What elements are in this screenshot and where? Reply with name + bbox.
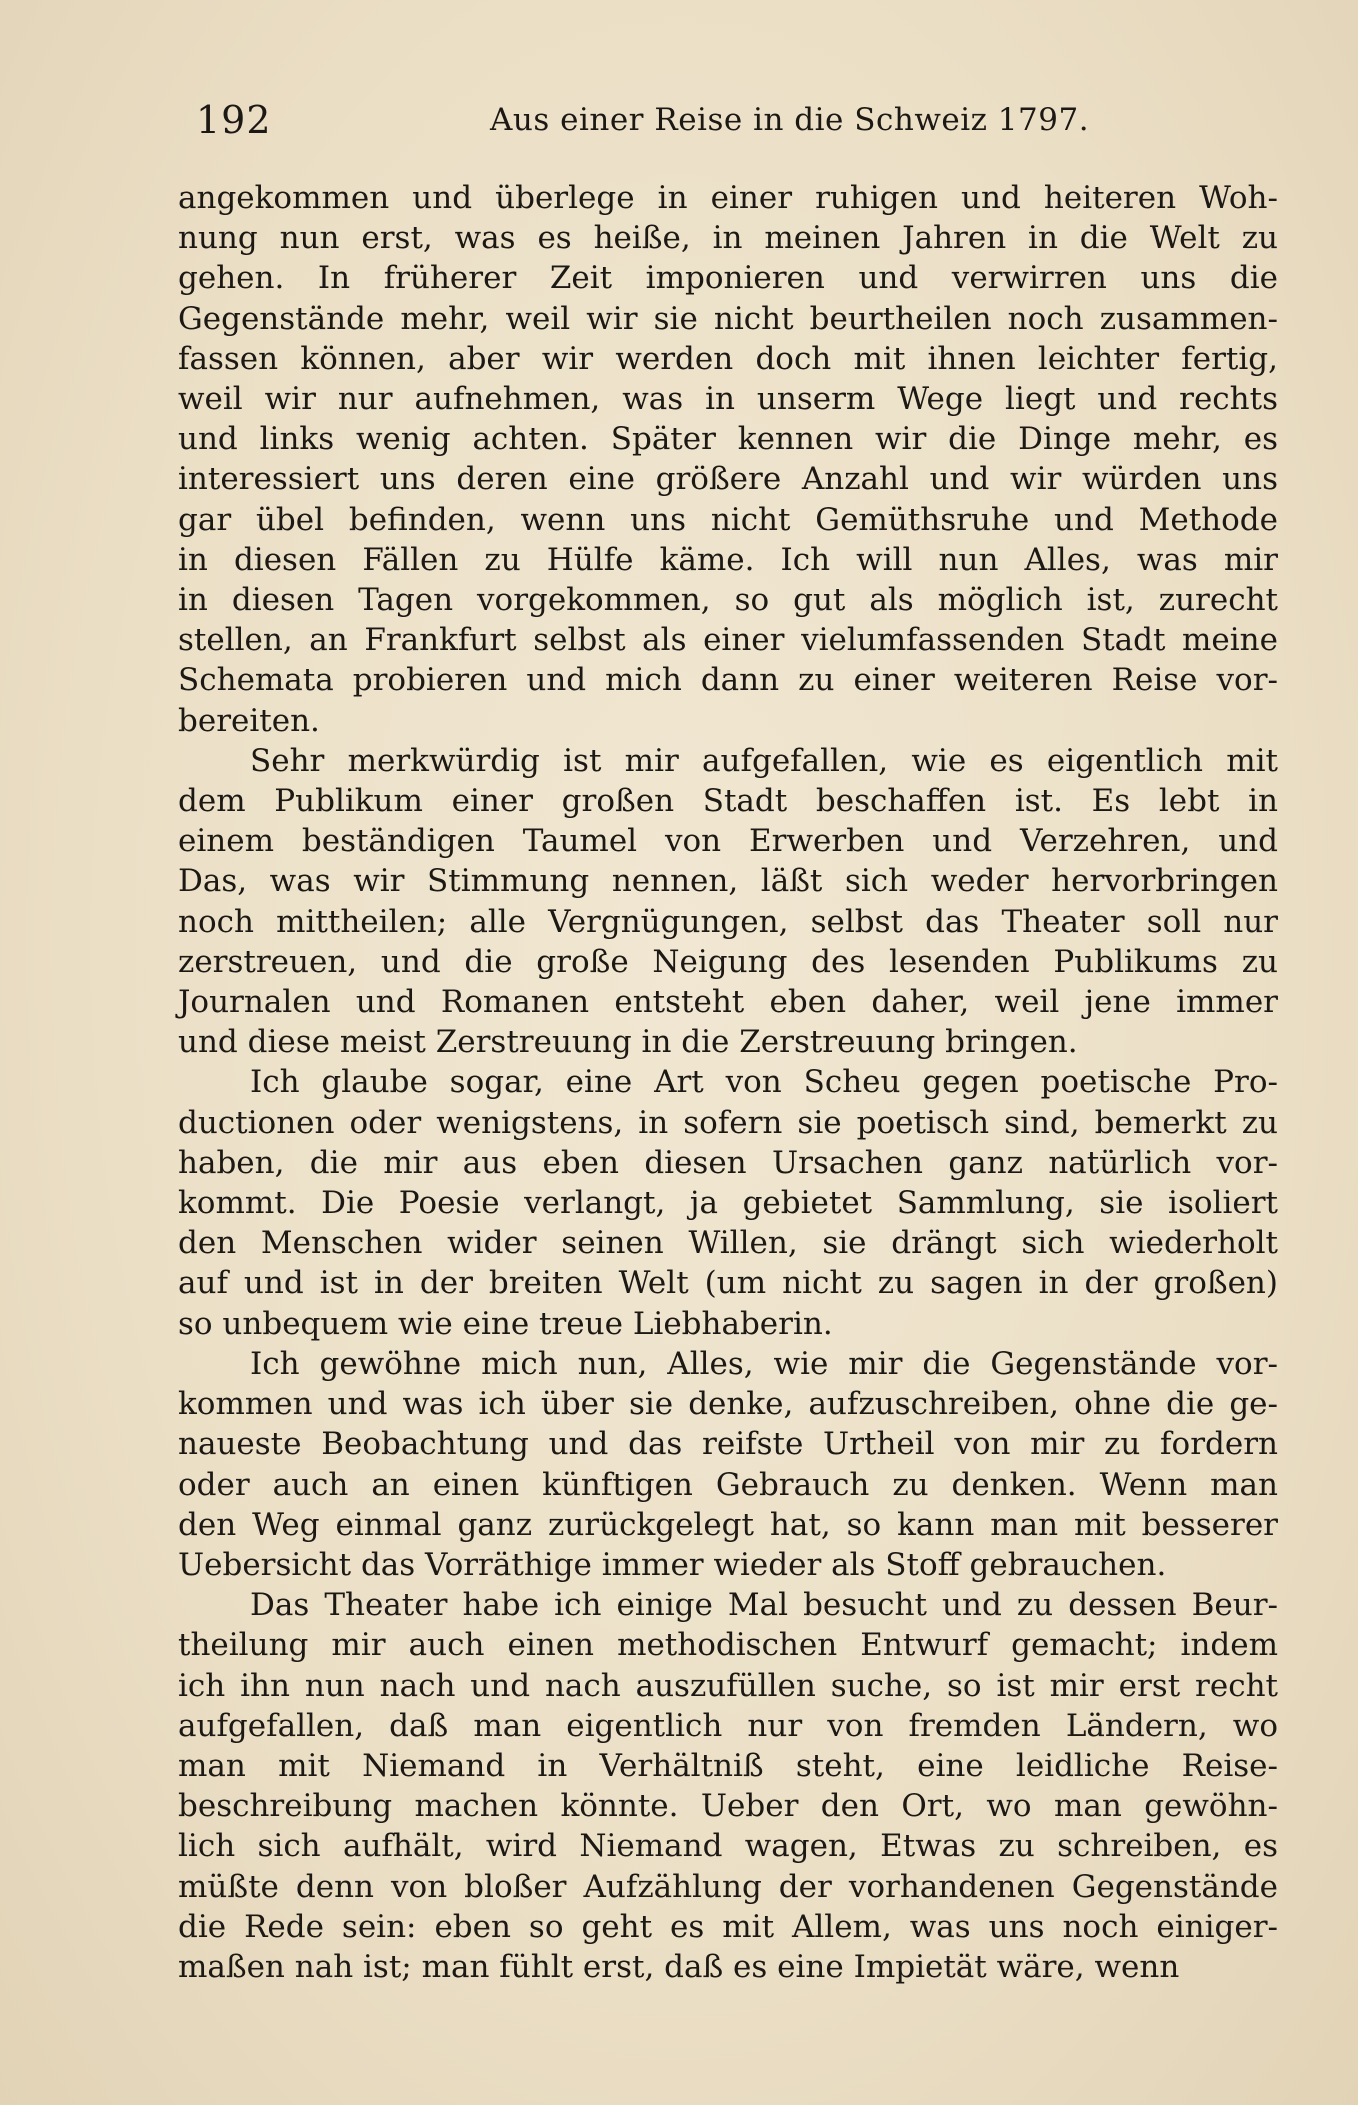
text-line: haben, die mir aus eben diesen Ursachen ganz natürlich vor-: [178, 1144, 1278, 1181]
paragraph: [178, 1344, 1278, 1585]
text-line: kommt. Die Poesie verlangt, ja gebietet Sammlung, sie isoliert: [178, 1185, 1278, 1222]
text-line: gar übel befinden, wenn uns nicht Gemüthsruhe und Methode: [178, 501, 1278, 538]
text-line: Das Theater habe ich einige Mal besucht und zu dessen Beur-: [250, 1587, 1278, 1624]
text-line: müßte denn von bloßer Aufzählung der vorhandenen Gegenstände: [178, 1868, 1278, 1905]
text-line: naueste Beobachtung und das reifste Urtheil von mir zu fordern: [178, 1426, 1278, 1463]
paragraph: [178, 178, 1278, 741]
text-line: ich ihn nun nach und nach auszufüllen suche, so ist mir erst recht: [178, 1667, 1278, 1704]
text-line: weil wir nur aufnehmen, was in unserm Wege liegt und rechts: [178, 381, 1278, 418]
paragraph: [178, 1062, 1278, 1343]
text-line: und links wenig achten. Später kennen wir die Dinge mehr, es: [178, 421, 1278, 458]
text-line: gehen. In früherer Zeit imponieren und verwirren uns die: [178, 260, 1278, 297]
text-line: fassen können, aber wir werden doch mit ihnen leichter fertig,: [178, 340, 1278, 377]
text-line: kommen und was ich über sie denke, aufzuschreiben, ohne die ge-: [178, 1386, 1278, 1423]
text-line: maßen nah ist; man fühlt erst, daß es eine Impietät wäre, wenn: [178, 1948, 1180, 1985]
text-line: ductionen oder wenigstens, in sofern sie poetisch sind, bemerkt zu: [178, 1104, 1278, 1141]
page-number: 192: [196, 98, 272, 142]
text-line: Sehr merkwürdig ist mir aufgefallen, wie es eigentlich mit: [250, 742, 1278, 779]
text-line: so unbequem wie eine treue Liebhaberin.: [178, 1305, 833, 1342]
text-line: die Rede sein: eben so geht es mit Allem, was uns noch einiger-: [178, 1908, 1278, 1945]
text-line: und diese meist Zerstreuung in die Zerstreuung bringen.: [178, 1024, 1078, 1061]
text-line: den Menschen wider seinen Willen, sie drängt sich wiederholt: [178, 1225, 1278, 1262]
text-line: angekommen und überlege in einer ruhigen und heiteren Woh-: [178, 180, 1278, 216]
page-header: [196, 98, 1281, 148]
text-line: dem Publikum einer großen Stadt beschaffen ist. Es lebt in: [178, 783, 1278, 820]
text-line: stellen, an Frankfurt selbst als einer vielumfassenden Stadt meine: [178, 622, 1278, 659]
text-line: Schemata probieren und mich dann zu einer weiteren Reise vor-: [178, 662, 1278, 699]
text-line: Uebersicht das Vorräthige immer wieder als Stoff gebrauchen.: [178, 1546, 1167, 1583]
text-line: auf und ist in der breiten Welt (um nicht zu sagen in der großen): [178, 1265, 1278, 1302]
text-line: Gegenstände mehr, weil wir sie nicht beurtheilen noch zusammen-: [178, 300, 1278, 337]
text-line: oder auch an einen künftigen Gebrauch zu denken. Wenn man: [178, 1466, 1278, 1503]
text-line: Ich gewöhne mich nun, Alles, wie mir die Gegenstände vor-: [250, 1345, 1278, 1382]
text-line: man mit Niemand in Verhältniß steht, eine leidliche Reise-: [178, 1747, 1278, 1784]
text-line: aufgefallen, daß man eigentlich nur von fremden Ländern, wo: [178, 1707, 1278, 1744]
text-line: Journalen und Romanen entsteht eben daher, weil jene immer: [178, 984, 1278, 1021]
text-line: noch mittheilen; alle Vergnügungen, selbst das Theater soll nur: [178, 903, 1278, 940]
text-line: lich sich aufhält, wird Niemand wagen, Etwas zu schreiben, es: [178, 1828, 1278, 1865]
text-line: bereiten.: [178, 702, 320, 739]
running-title: Aus einer Reise in die Schweiz 1797.: [490, 102, 1090, 138]
text-line: Das, was wir Stimmung nennen, läßt sich weder hervorbringen: [178, 863, 1278, 900]
text-line: beschreibung machen könnte. Ueber den Ort, wo man gewöhn-: [178, 1788, 1278, 1825]
text-line: in diesen Tagen vorgekommen, so gut als möglich ist, zurecht: [178, 582, 1278, 619]
paragraph: [178, 741, 1278, 1063]
text-line: einem beständigen Taumel von Erwerben und Verzehren, und: [178, 823, 1278, 860]
text-line: Ich glaube sogar, eine Art von Scheu gegen poetische Pro-: [250, 1064, 1278, 1101]
paragraph: [178, 1585, 1278, 1987]
body-text: [178, 178, 1278, 1987]
text-line: den Weg einmal ganz zurückgelegt hat, so kann man mit besserer: [178, 1506, 1278, 1543]
text-line: zerstreuen, und die große Neigung des lesenden Publikums zu: [178, 943, 1278, 980]
text-line: interessiert uns deren eine größere Anzahl und wir würden uns: [178, 461, 1278, 498]
text-line: theilung mir auch einen methodischen Entwurf gemacht; indem: [178, 1627, 1278, 1664]
text-line: nung nun erst, was es heiße, in meinen Jahren in die Welt zu: [178, 220, 1278, 257]
text-line: in diesen Fällen zu Hülfe käme. Ich will nun Alles, was mir: [178, 541, 1278, 578]
